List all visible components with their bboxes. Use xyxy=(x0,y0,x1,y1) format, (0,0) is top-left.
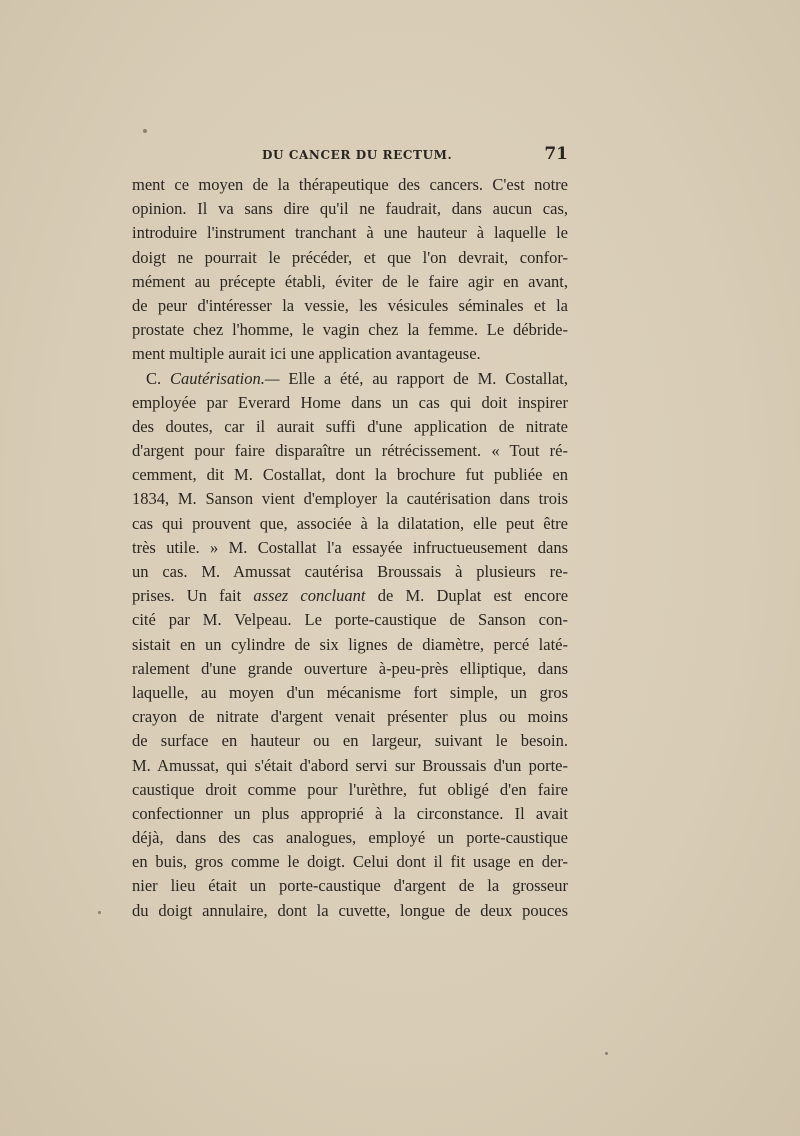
text-line: M. Amussat, qui s'était d'abord servi sur Broussais d'un porte- xyxy=(132,755,568,775)
emphasis: assez concluant xyxy=(253,586,366,606)
text-line: cité par M. Velpeau. Le porte-caustique de Sanson con- xyxy=(132,610,568,630)
text-line: crayon de nitrate d'argent venait présenter plus ou moins xyxy=(132,707,568,727)
text-line: de surface en hauteur ou en largeur, suivant le besoin. xyxy=(132,731,568,751)
text-line: du doigt annulaire, dont la cuvette, longue de deux pouces xyxy=(132,900,568,920)
text-line: en buis, gros comme le doigt. Celui dont il fit usage en der- xyxy=(132,852,568,872)
section-title: Cautérisation.— xyxy=(170,368,280,388)
paper-speck xyxy=(143,129,147,133)
text-line: d'argent pour faire disparaître un rétrécissement. « Tout ré- xyxy=(132,441,568,461)
text-fragment: Elle a été, au rapport de M. Costallat, xyxy=(288,368,569,388)
text-line: doigt ne pourrait le précéder, et que l'on devrait, confor- xyxy=(132,247,568,267)
paper-speck xyxy=(605,1052,608,1055)
text-line: introduire l'instrument tranchant à une hauteur à laquelle le xyxy=(132,223,568,243)
text-line: laquelle, au moyen d'un mécanisme fort simple, un gros xyxy=(132,682,568,702)
paper-speck xyxy=(98,911,101,914)
text-line: déjà, dans des cas analogues, employé un porte-caustique xyxy=(132,828,568,848)
prises-line xyxy=(132,584,568,608)
text-line: ment multiple aurait ici une application avantageuse. xyxy=(132,344,481,364)
text-line: très utile. » M. Costallat l'a essayée infructueusement dans xyxy=(132,537,568,557)
section-letter: C. xyxy=(146,368,162,388)
text-line: cemment, dit M. Costallat, dont la brochure fut publiée en xyxy=(132,465,568,485)
text-line: caustique droit comme pour l'urèthre, fut obligé d'en faire xyxy=(132,779,568,799)
text-line: prostate chez l'homme, le vagin chez la femme. Le débride- xyxy=(132,320,568,340)
text-fragment: de M. Duplat est encore xyxy=(377,586,569,606)
body-text xyxy=(132,173,568,923)
text-line: de peur d'intéresser la vessie, les vésicules séminales et la xyxy=(132,295,568,315)
text-line: un cas. M. Amussat cautérisa Broussais à plusieurs re- xyxy=(132,562,568,581)
text-line: des doutes, car il aurait suffi d'une application de nitrate xyxy=(132,416,568,436)
page-number: 71 xyxy=(544,144,568,164)
text-line: nier lieu était un porte-caustique d'argent de la grosseur xyxy=(132,876,568,896)
running-title: DU CANCER DU RECTUM. xyxy=(262,148,453,162)
section-c-line xyxy=(132,367,568,391)
text-line: cas qui prouvent que, associée à la dilatation, elle peut être xyxy=(132,513,568,533)
text-line: confectionner un plus approprié à la circonstance. Il avait xyxy=(132,803,568,823)
text-line: mément au précepte établi, éviter de le faire agir en avant, xyxy=(132,271,568,291)
text-line: sistait en un cylindre de six lignes de diamètre, percé laté- xyxy=(132,634,568,654)
text-line: opinion. Il va sans dire qu'il ne faudrait, dans aucun cas, xyxy=(132,199,568,219)
text-line: employée par Everard Home dans un cas qui doit inspirer xyxy=(132,392,568,412)
running-head xyxy=(132,146,568,168)
text-fragment: prises. Un fait xyxy=(132,586,242,606)
text-line: ment ce moyen de la thérapeutique des cancers. C'est notre xyxy=(132,175,568,194)
text-line: 1834, M. Sanson vient d'employer la cautérisation dans trois xyxy=(132,489,568,509)
text-line: ralement d'une grande ouverture à-peu-près elliptique, dans xyxy=(132,658,568,678)
